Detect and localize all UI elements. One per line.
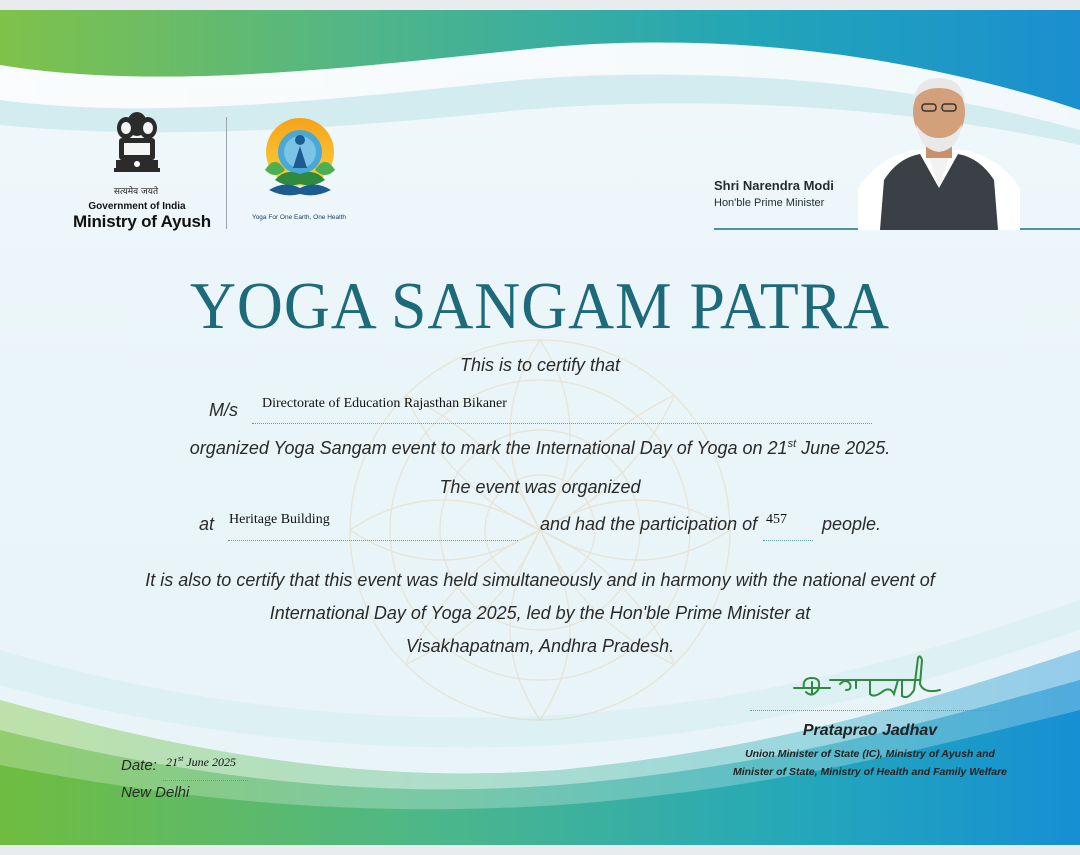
signatory-designation-2: Minister of State, Ministry of Health and Family Welfare [732, 766, 1008, 778]
pm-title: Hon'ble Prime Minister [714, 197, 825, 209]
organization-value: Directorate of Education Rajasthan Bikaner [262, 396, 507, 411]
ms-label: M/s [209, 400, 238, 420]
organized-text-a: organized Yoga Sangam event to mark the International Day of Yoga on 21 [189, 438, 788, 458]
signatory-name: Prataprao Jadhav [802, 722, 938, 739]
organized-sentence [0, 438, 1080, 459]
certify-intro: This is to certify that [459, 355, 621, 375]
header-divider [226, 117, 227, 229]
government-label: Government of India [88, 201, 186, 212]
certificate-title: YOGA SANGAM PATRA [190, 269, 890, 343]
event-organized-text: The event was organized [439, 477, 641, 497]
date-day: 21 [166, 755, 178, 769]
harmony-statement [0, 564, 1080, 663]
organized-date-suffix: st [787, 438, 797, 450]
place-label: New Delhi [121, 784, 190, 801]
people-label: people. [822, 514, 882, 534]
certificate [0, 10, 1080, 845]
organized-text-b: June 2025. [796, 438, 891, 458]
pm-name: Shri Narendra Modi [714, 178, 834, 193]
signatory-designation-1: Union Minister of State (IC), Ministry of Ayush and [745, 748, 995, 760]
harmony-line-3: Visakhapatnam, Andhra Pradesh. [405, 636, 675, 656]
harmony-line-1: It is also to certify that this event was held simultaneously and in harmony with the national event of [145, 570, 935, 590]
national-emblem-icon [112, 110, 162, 192]
venue-value: Heritage Building [229, 512, 330, 527]
date-suffix: st [178, 754, 184, 763]
signature-dotted-line [750, 708, 998, 711]
idy-logo-icon [255, 110, 345, 214]
ministry-label: Ministry of Ayush [73, 212, 211, 231]
at-label: at [199, 514, 215, 534]
signature-image [790, 650, 950, 705]
participation-label: and had the participation of [540, 514, 758, 534]
emblem-motto: सत्यमेव जयते [113, 187, 159, 197]
date-value [166, 754, 236, 770]
date-label: Date: [121, 757, 157, 774]
harmony-line-2: International Day of Yoga 2025, led by the Hon'ble Prime Minister at [269, 603, 811, 623]
date-rest: June 2025 [183, 755, 236, 769]
participants-value: 457 [766, 512, 787, 527]
pm-photo [858, 68, 1020, 230]
idy-tagline: Yoga For One Earth, One Health [251, 214, 347, 221]
